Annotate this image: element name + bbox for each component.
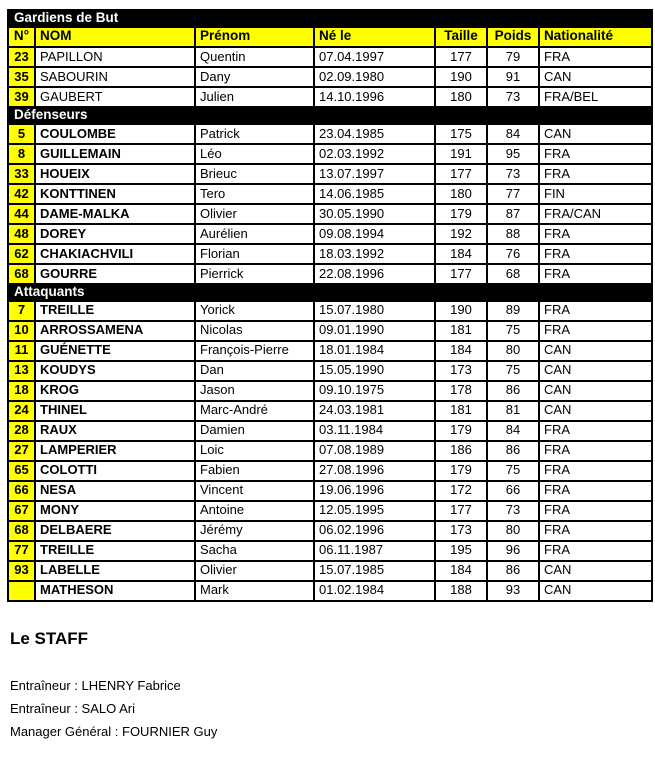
player-row [8,321,652,341]
player-lastname-cell: NESA [35,481,195,501]
player-nationality-cell: FRA [539,521,652,541]
player-weight-cell: 73 [487,87,539,107]
player-height-cell: 177 [435,164,487,184]
player-number-cell: 67 [8,501,35,521]
player-lastname-cell: TREILLE [35,301,195,321]
player-nationality-cell: FRA [539,541,652,561]
section-title: Attaquants [8,284,652,301]
player-birthdate-cell: 09.01.1990 [314,321,435,341]
player-nationality-cell: CAN [539,361,652,381]
staff-section [10,629,217,743]
player-nationality-cell: FRA [539,224,652,244]
column-header-player-firstname: Prénom [195,27,314,47]
player-height-cell: 173 [435,361,487,381]
player-height-cell: 177 [435,47,487,67]
player-lastname-cell: DAME-MALKA [35,204,195,224]
player-birthdate-cell: 06.11.1987 [314,541,435,561]
player-weight-cell: 87 [487,204,539,224]
player-birthdate-cell: 15.05.1990 [314,361,435,381]
player-firstname-cell: Dan [195,361,314,381]
player-nationality-cell: CAN [539,341,652,361]
player-firstname-cell: Olivier [195,204,314,224]
player-weight-cell: 96 [487,541,539,561]
player-firstname-cell: Olivier [195,561,314,581]
player-lastname-cell: COLOTTI [35,461,195,481]
player-lastname-cell: CHAKIACHVILI [35,244,195,264]
player-weight-cell: 86 [487,381,539,401]
player-number-cell: 5 [8,124,35,144]
player-firstname-cell: Léo [195,144,314,164]
player-nationality-cell: FRA [539,164,652,184]
column-header-player-birthdate: Né le [314,27,435,47]
player-birthdate-cell: 07.08.1989 [314,441,435,461]
section-header-row [8,284,652,301]
player-lastname-cell: PAPILLON [35,47,195,67]
staff-heading: Le STAFF [10,629,89,648]
player-weight-cell: 86 [487,441,539,461]
player-birthdate-cell: 12.05.1995 [314,501,435,521]
player-weight-cell: 88 [487,224,539,244]
player-number-cell: 68 [8,521,35,541]
player-number-cell: 10 [8,321,35,341]
player-row [8,301,652,321]
player-birthdate-cell: 24.03.1981 [314,401,435,421]
player-nationality-cell: CAN [539,581,652,601]
player-row [8,461,652,481]
player-lastname-cell: KOUDYS [35,361,195,381]
player-row [8,164,652,184]
player-weight-cell: 84 [487,421,539,441]
player-number-cell: 62 [8,244,35,264]
player-firstname-cell: Quentin [195,47,314,67]
player-birthdate-cell: 23.04.1985 [314,124,435,144]
player-lastname-cell: TREILLE [35,541,195,561]
player-firstname-cell: Loic [195,441,314,461]
player-lastname-cell: GOURRE [35,264,195,284]
player-nationality-cell: CAN [539,401,652,421]
player-nationality-cell: FRA [539,244,652,264]
player-height-cell: 180 [435,184,487,204]
player-height-cell: 173 [435,521,487,541]
player-number-cell: 39 [8,87,35,107]
player-nationality-cell: CAN [539,124,652,144]
player-number-cell [8,581,35,601]
player-firstname-cell: Antoine [195,501,314,521]
player-row [8,581,652,601]
player-row [8,124,652,144]
player-number-cell: 24 [8,401,35,421]
column-header-player-weight: Poids [487,27,539,47]
player-lastname-cell: HOUEIX [35,164,195,184]
player-weight-cell: 89 [487,301,539,321]
player-row [8,87,652,107]
player-birthdate-cell: 02.09.1980 [314,67,435,87]
player-number-cell: 35 [8,67,35,87]
player-height-cell: 179 [435,421,487,441]
player-lastname-cell: GUÉNETTE [35,341,195,361]
player-nationality-cell: CAN [539,67,652,87]
player-firstname-cell: Florian [195,244,314,264]
player-firstname-cell: Pierrick [195,264,314,284]
player-row [8,67,652,87]
player-number-cell: 77 [8,541,35,561]
player-birthdate-cell: 02.03.1992 [314,144,435,164]
player-birthdate-cell: 01.02.1984 [314,581,435,601]
player-firstname-cell: Marc-André [195,401,314,421]
player-height-cell: 179 [435,204,487,224]
player-weight-cell: 73 [487,501,539,521]
player-number-cell: 44 [8,204,35,224]
player-number-cell: 13 [8,361,35,381]
player-row [8,144,652,164]
player-number-cell: 28 [8,421,35,441]
player-nationality-cell: FRA [539,144,652,164]
player-number-cell: 33 [8,164,35,184]
player-row [8,381,652,401]
player-nationality-cell: FRA/CAN [539,204,652,224]
player-height-cell: 181 [435,321,487,341]
player-height-cell: 184 [435,561,487,581]
player-weight-cell: 75 [487,321,539,341]
player-lastname-cell: LABELLE [35,561,195,581]
player-birthdate-cell: 18.01.1984 [314,341,435,361]
player-row [8,421,652,441]
player-nationality-cell: FRA [539,47,652,67]
player-weight-cell: 66 [487,481,539,501]
player-birthdate-cell: 09.10.1975 [314,381,435,401]
player-height-cell: 184 [435,341,487,361]
player-lastname-cell: KROG [35,381,195,401]
player-birthdate-cell: 14.06.1985 [314,184,435,204]
player-nationality-cell: FRA [539,421,652,441]
player-number-cell: 65 [8,461,35,481]
player-height-cell: 179 [435,461,487,481]
player-nationality-cell: CAN [539,561,652,581]
player-birthdate-cell: 22.08.1996 [314,264,435,284]
player-row [8,441,652,461]
column-header-player-nationality: Nationalité [539,27,652,47]
player-height-cell: 190 [435,67,487,87]
player-nationality-cell: FIN [539,184,652,204]
player-row [8,521,652,541]
player-weight-cell: 76 [487,244,539,264]
player-birthdate-cell: 27.08.1996 [314,461,435,481]
player-firstname-cell: Sacha [195,541,314,561]
player-number-cell: 11 [8,341,35,361]
player-number-cell: 23 [8,47,35,67]
player-row [8,481,652,501]
staff-member-coach-1: Entraîneur : LHENRY Fabrice [10,678,181,693]
player-row [8,204,652,224]
player-height-cell: 184 [435,244,487,264]
player-row [8,361,652,381]
player-number-cell: 8 [8,144,35,164]
player-weight-cell: 93 [487,581,539,601]
player-nationality-cell: CAN [539,381,652,401]
player-nationality-cell: FRA [539,501,652,521]
player-row [8,224,652,244]
player-row [8,541,652,561]
player-row [8,244,652,264]
player-nationality-cell: FRA/BEL [539,87,652,107]
player-weight-cell: 91 [487,67,539,87]
player-firstname-cell: Aurélien [195,224,314,244]
staff-member-coach-2: Entraîneur : SALO Ari [10,701,136,716]
player-firstname-cell: Jérémy [195,521,314,541]
player-lastname-cell: RAUX [35,421,195,441]
player-lastname-cell: DOREY [35,224,195,244]
player-weight-cell: 68 [487,264,539,284]
player-row [8,561,652,581]
player-lastname-cell: KONTTINEN [35,184,195,204]
player-nationality-cell: FRA [539,461,652,481]
player-weight-cell: 80 [487,521,539,541]
staff-member-general-manager: Manager Général : FOURNIER Guy [10,724,218,739]
player-nationality-cell: FRA [539,481,652,501]
player-number-cell: 42 [8,184,35,204]
player-number-cell: 66 [8,481,35,501]
roster-table [7,9,653,602]
player-lastname-cell: DELBAERE [35,521,195,541]
player-number-cell: 18 [8,381,35,401]
player-weight-cell: 73 [487,164,539,184]
player-lastname-cell: ARROSSAMENA [35,321,195,341]
player-lastname-cell: LAMPERIER [35,441,195,461]
player-height-cell: 172 [435,481,487,501]
player-firstname-cell: Dany [195,67,314,87]
column-header-player-number: N° [8,27,35,47]
player-lastname-cell: GUILLEMAIN [35,144,195,164]
player-row [8,47,652,67]
player-weight-cell: 80 [487,341,539,361]
player-height-cell: 190 [435,301,487,321]
player-lastname-cell: SABOURIN [35,67,195,87]
player-height-cell: 191 [435,144,487,164]
player-weight-cell: 86 [487,561,539,581]
player-birthdate-cell: 19.06.1996 [314,481,435,501]
player-number-cell: 93 [8,561,35,581]
player-nationality-cell: FRA [539,321,652,341]
player-birthdate-cell: 06.02.1996 [314,521,435,541]
player-height-cell: 195 [435,541,487,561]
player-birthdate-cell: 30.05.1990 [314,204,435,224]
section-title: Gardiens de But [8,10,652,27]
player-lastname-cell: MATHESON [35,581,195,601]
player-lastname-cell: THINEL [35,401,195,421]
player-nationality-cell: FRA [539,301,652,321]
player-height-cell: 186 [435,441,487,461]
player-weight-cell: 75 [487,361,539,381]
player-weight-cell: 79 [487,47,539,67]
player-number-cell: 7 [8,301,35,321]
column-header-row [8,27,652,47]
player-height-cell: 177 [435,501,487,521]
player-nationality-cell: FRA [539,264,652,284]
player-weight-cell: 75 [487,461,539,481]
player-height-cell: 181 [435,401,487,421]
player-firstname-cell: Nicolas [195,321,314,341]
player-height-cell: 180 [435,87,487,107]
player-firstname-cell: Patrick [195,124,314,144]
player-number-cell: 68 [8,264,35,284]
player-firstname-cell: Julien [195,87,314,107]
player-row [8,341,652,361]
player-number-cell: 27 [8,441,35,461]
player-birthdate-cell: 18.03.1992 [314,244,435,264]
player-weight-cell: 84 [487,124,539,144]
player-birthdate-cell: 15.07.1980 [314,301,435,321]
player-firstname-cell: Damien [195,421,314,441]
player-row [8,264,652,284]
section-title: Défenseurs [8,107,652,124]
player-weight-cell: 81 [487,401,539,421]
player-firstname-cell: Mark [195,581,314,601]
player-firstname-cell: Vincent [195,481,314,501]
player-weight-cell: 77 [487,184,539,204]
player-firstname-cell: Jason [195,381,314,401]
player-birthdate-cell: 09.08.1994 [314,224,435,244]
player-height-cell: 188 [435,581,487,601]
section-header-row [8,10,652,27]
player-lastname-cell: GAUBERT [35,87,195,107]
player-firstname-cell: Fabien [195,461,314,481]
player-height-cell: 178 [435,381,487,401]
player-firstname-cell: Brieuc [195,164,314,184]
player-height-cell: 192 [435,224,487,244]
column-header-player-lastname: NOM [35,27,195,47]
player-firstname-cell: François-Pierre [195,341,314,361]
player-firstname-cell: Yorick [195,301,314,321]
player-nationality-cell: FRA [539,441,652,461]
player-number-cell: 48 [8,224,35,244]
player-birthdate-cell: 03.11.1984 [314,421,435,441]
player-birthdate-cell: 15.07.1985 [314,561,435,581]
player-birthdate-cell: 07.04.1997 [314,47,435,67]
player-height-cell: 177 [435,264,487,284]
player-row [8,401,652,421]
player-birthdate-cell: 13.07.1997 [314,164,435,184]
player-weight-cell: 95 [487,144,539,164]
player-height-cell: 175 [435,124,487,144]
column-header-player-height: Taille [435,27,487,47]
player-birthdate-cell: 14.10.1996 [314,87,435,107]
player-firstname-cell: Tero [195,184,314,204]
section-header-row [8,107,652,124]
player-row [8,501,652,521]
player-lastname-cell: MONY [35,501,195,521]
player-row [8,184,652,204]
player-lastname-cell: COULOMBE [35,124,195,144]
